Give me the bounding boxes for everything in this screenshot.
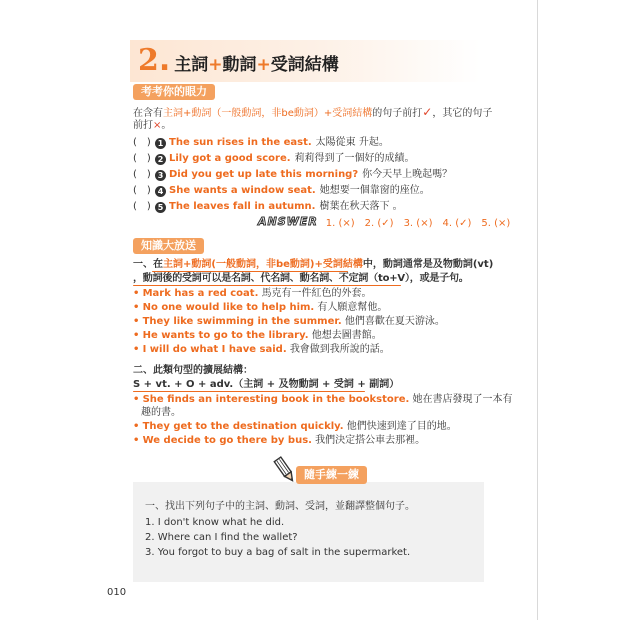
question-chinese: 太陽從東 升起。 — [315, 137, 389, 148]
example-row — [133, 434, 425, 448]
bullet: • — [133, 421, 140, 432]
page-spine — [537, 0, 538, 620]
instr-structure: 主詞+動詞（一般動詞，非be動詞）+受詞結構 — [163, 108, 373, 119]
quiz-instruction-line1 — [133, 105, 492, 121]
objects-underline — [133, 285, 401, 286]
para1-structure: 主詞+動詞(一般動詞，非be動詞)+受詞結構 — [163, 259, 363, 270]
check-icon: ✓ — [422, 105, 433, 119]
bullet: • — [133, 316, 140, 327]
answer-blank[interactable]: ( ) — [133, 169, 151, 180]
answer-blank[interactable]: ( ) — [133, 137, 151, 148]
title-part-object: 受詞結構 — [270, 55, 339, 75]
question-number: 1 — [155, 138, 166, 149]
example-row — [133, 393, 512, 407]
question-english: The sun rises in the east. — [169, 137, 312, 148]
para1-prefix: 一、在 — [133, 259, 163, 270]
page-title — [138, 44, 339, 82]
bullet: • — [133, 394, 140, 405]
bullet: • — [133, 435, 140, 446]
quiz-question — [133, 184, 430, 198]
answer-blank[interactable]: ( ) — [133, 185, 151, 196]
example-row — [133, 329, 382, 343]
example-english: They get to the destination quickly. — [142, 421, 344, 432]
example-continued — [141, 406, 181, 420]
formula-underline — [133, 391, 365, 392]
example-chinese: 他們喜歡在夏天游泳。 — [344, 316, 445, 327]
bullet: • — [133, 330, 140, 341]
example-english: No one would like to help him. — [142, 302, 315, 313]
answer-blank[interactable]: ( ) — [133, 201, 151, 212]
example-english: He wants to go to the library. — [142, 330, 309, 341]
example-row — [133, 343, 390, 357]
example-chinese: 我會做到我所說的話。 — [289, 344, 390, 355]
bullet: • — [133, 288, 140, 299]
example-english: Mark has a red coat. — [142, 288, 259, 299]
quiz-question — [133, 136, 389, 150]
title-plus-2: + — [256, 55, 271, 75]
answer-label: ANSWER — [258, 215, 318, 228]
question-chinese: 樹葉在秋天落下 。 — [319, 201, 403, 212]
example-row — [133, 287, 372, 301]
question-number: 4 — [155, 186, 166, 197]
title-plus-1: + — [208, 55, 223, 75]
para1-rest: 中，動詞通常是及物動詞(vt) — [362, 259, 494, 270]
quiz-question — [133, 200, 403, 214]
knowledge-para1-line1 — [133, 258, 493, 272]
question-chinese: 莉莉得到了一個好的成績。 — [294, 153, 415, 164]
question-number: 5 — [155, 202, 166, 213]
title-dot: . — [158, 43, 171, 78]
knowledge-para1-line2: ，動詞後的受詞可以是名詞、代名詞、動名詞、不定詞（to+V），或是子句。 — [133, 273, 469, 284]
title-part-subject: 主詞 — [174, 55, 209, 75]
example-row — [133, 301, 387, 315]
example-row — [133, 315, 445, 329]
knowledge-para2-title: 二、此類句型的擴展結構： — [133, 365, 253, 376]
practice-item: 3. You forgot to buy a bag of salt in the supermarket. — [145, 547, 411, 558]
example-english: We decide to go there by bus. — [142, 435, 312, 446]
example-english: They like swimming in the summer. — [142, 316, 342, 327]
example-chinese: 我們決定搭公車去那裡。 — [315, 435, 426, 446]
instr-mid: 的句子前打 — [372, 108, 423, 119]
practice-label: 隨手練一練 — [296, 466, 367, 484]
section-label-quiz: 考考你的眼力 — [133, 84, 215, 100]
quiz-question — [133, 152, 415, 166]
quiz-question — [133, 168, 452, 182]
bullet: • — [133, 344, 140, 355]
question-chinese: 你今天早上晚起嗎？ — [362, 169, 453, 180]
example-chinese: 馬克有一件紅色的外套。 — [261, 288, 372, 299]
instr-mid2: ，其它的句子 — [432, 108, 493, 119]
practice-instruction: 一、找出下列句子中的主詞、動詞、受詞，並翻譯整個句子。 — [145, 501, 415, 512]
example-chinese: 他們快速到達了目的地。 — [346, 421, 457, 432]
title-part-verb: 動詞 — [222, 55, 257, 75]
question-number: 3 — [155, 170, 166, 181]
question-english: Did you get up late this morning? — [169, 169, 359, 180]
instr-line2: 前打 — [133, 120, 153, 131]
example-chinese: 有人願意幫他。 — [317, 302, 388, 313]
section-label-knowledge: 知識大放送 — [133, 238, 204, 254]
example-english: She finds an interesting book in the bookstore. — [142, 394, 410, 405]
answer-key — [258, 214, 510, 229]
practice-item: 1. I don't know what he did. — [145, 517, 285, 528]
question-english: Lily got a good score. — [169, 153, 291, 164]
example-chinese-continued: 趣的書。 — [141, 407, 181, 418]
example-chinese: 他想去圖書館。 — [311, 330, 382, 341]
practice-item: 2. Where can I find the wallet? — [145, 532, 298, 543]
instr-end: 。 — [161, 120, 172, 131]
question-english: She wants a window seat. — [169, 185, 316, 196]
cross-icon: × — [153, 120, 162, 131]
bullet: • — [133, 302, 140, 313]
question-english: The leaves fall in autumn. — [169, 201, 316, 212]
example-english: I will do what I have said. — [142, 344, 287, 355]
answer-blank[interactable]: ( ) — [133, 153, 151, 164]
quiz-instruction-line2 — [133, 119, 171, 133]
page-number: 010 — [107, 587, 127, 598]
answer-values: 1. (×) 2. (✓) 3. (×) 4. (✓) 5. (×) — [325, 218, 511, 229]
instr-prefix: 在含有 — [133, 108, 163, 119]
example-row — [133, 420, 457, 434]
knowledge-formula: S + vt. + O + adv.（主詞 + 及物動詞 + 受詞 + 副詞） — [133, 379, 400, 390]
question-number: 2 — [155, 154, 166, 165]
title-number: 2 — [138, 43, 159, 78]
example-chinese: 她在書店發現了一本有 — [412, 394, 513, 405]
question-chinese: 她想要一個靠窗的座位。 — [319, 185, 430, 196]
